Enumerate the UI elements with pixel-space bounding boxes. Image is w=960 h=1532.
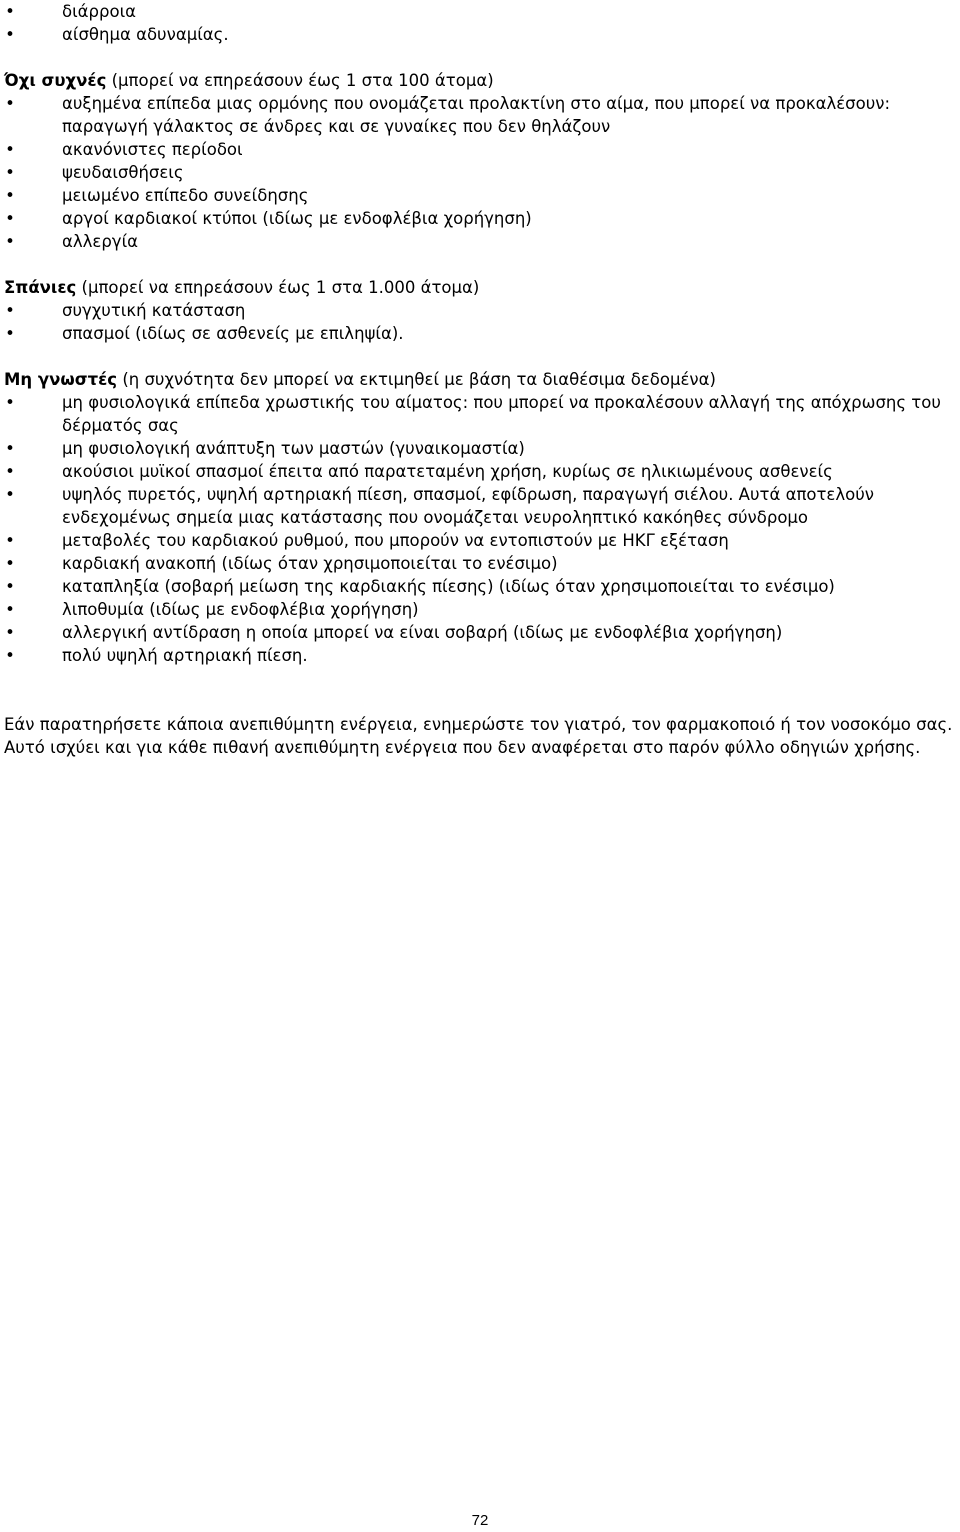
bullet-icon: • [5,393,15,412]
unknown-heading [0,368,960,391]
continued-list-section [0,0,960,46]
bullet-icon: • [5,163,15,182]
list-item-text: ακανόνιστες περίοδοι [62,140,243,159]
rare-list [0,299,960,345]
bullet-icon: • [5,600,15,619]
rare-heading [0,276,960,299]
list-item [0,575,960,598]
bullet-icon: • [5,186,15,205]
bullet-icon: • [5,462,15,481]
list-item [0,529,960,552]
page-number: 72 [471,1512,489,1529]
list-item [0,92,960,138]
list-item-text: αλλεργία [62,232,139,251]
list-item [0,0,960,23]
list-item [0,230,960,253]
bullet-icon: • [5,439,15,458]
list-item [0,460,960,483]
list-item [0,552,960,575]
list-item-text: ακούσιοι μυϊκοί σπασμοί έπειτα από παρατεταμένη χρήση, κυρίως σε ηλικιωμένους ασθενείς [62,462,833,481]
closing-paragraph: Εάν παρατηρήσετε κάποια ανεπιθύμητη ενέργεια, ενημερώστε τον γιατρό, τον φαρμακοποιό ή τον νοσοκόμο σας. Αυτό ισχύει και για κάθε πιθανή ανεπιθύμητη ενέργεια που δεν αναφέρεται στο παρόν φύλλο οδηγιών χρήσης. [4,715,953,757]
list-item [0,138,960,161]
continued-list [0,0,960,46]
uncommon-list [0,92,960,253]
unknown-frequency-section [0,368,960,667]
list-item-text: ψευδαισθήσεις [62,163,184,182]
rare-heading-bold: Σπάνιες [4,278,77,297]
list-item-text: καρδιακή ανακοπή (ιδίως όταν χρησιμοποιείται το ενέσιμο) [62,554,558,573]
list-item-text: πολύ υψηλή αρτηριακή πίεση. [62,646,308,665]
bullet-icon: • [5,25,15,44]
list-item [0,437,960,460]
uncommon-section [0,69,960,253]
list-item-text: μεταβολές του καρδιακού ρυθμού, που μπορούν να εντοπιστούν με ΗΚΓ εξέταση [62,531,729,550]
bullet-icon: • [5,623,15,642]
uncommon-heading-bold: Όχι συχνές [4,71,107,90]
bullet-icon: • [5,324,15,343]
list-item [0,23,960,46]
unknown-heading-bold: Μη γνωστές [4,370,118,389]
bullet-icon: • [5,2,15,21]
list-item-text: συγχυτική κατάσταση [62,301,246,320]
bullet-icon: • [5,140,15,159]
uncommon-heading [0,69,960,92]
bullet-icon: • [5,485,15,504]
bullet-icon: • [5,554,15,573]
list-item [0,207,960,230]
list-item-text: διάρροια [62,2,137,21]
bullet-icon: • [5,209,15,228]
list-item-text: καταπληξία (σοβαρή μείωση της καρδιακής πίεσης) (ιδίως όταν χρησιμοποιείται το ενέσιμο) [62,577,835,596]
uncommon-heading-rest: (μπορεί να επηρεάσουν έως 1 στα 100 άτομα) [106,71,494,90]
list-item [0,621,960,644]
list-item-text: σπασμοί (ιδίως σε ασθενείς με επιληψία). [62,324,404,343]
list-item [0,483,960,529]
list-item-text: αργοί καρδιακοί κτύποι (ιδίως με ενδοφλέβια χορήγηση) [62,209,532,228]
bullet-icon: • [5,301,15,320]
list-item-text: υψηλός πυρετός, υψηλή αρτηριακή πίεση, σπασμοί, εφίδρωση, παραγωγή σιέλου. Αυτά αποτελούν ενδεχομένως σημεία μιας κατάστασης που ονομάζεται νευροληπτικό κακόηθες σύνδρομο [62,485,874,527]
bullet-icon: • [5,94,15,113]
list-item-text: μη φυσιολογική ανάπτυξη των μαστών (γυναικομαστία) [62,439,525,458]
rare-section [0,276,960,345]
list-item-text: μη φυσιολογικά επίπεδα χρωστικής του αίματος: που μπορεί να προκαλέσουν αλλαγή της απόχρωσης του δέρματός σας [62,393,941,435]
list-item [0,161,960,184]
list-item [0,299,960,322]
rare-heading-rest: (μπορεί να επηρεάσουν έως 1 στα 1.000 άτομα) [76,278,480,297]
unknown-list [0,391,960,667]
list-item-text: μειωμένο επίπεδο συνείδησης [62,186,309,205]
bullet-icon: • [5,531,15,550]
unknown-heading-rest: (η συχνότητα δεν μπορεί να εκτιμηθεί με βάση τα διαθέσιμα δεδομένα) [117,370,716,389]
bullet-icon: • [5,646,15,665]
list-item [0,644,960,667]
list-item [0,391,960,437]
list-item-text: αυξημένα επίπεδα μιας ορμόνης που ονομάζεται προλακτίνη στο αίμα, που μπορεί να προκαλέσουν: παραγωγή γάλακτος σε άνδρες και σε γυναίκες που δεν θηλάζουν [62,94,891,136]
list-item-text: αίσθημα αδυναμίας. [62,25,229,44]
list-item [0,322,960,345]
list-item [0,598,960,621]
list-item-text: λιποθυμία (ιδίως με ενδοφλέβια χορήγηση) [62,600,419,619]
list-item [0,184,960,207]
list-item-text: αλλεργική αντίδραση η οποία μπορεί να είναι σοβαρή (ιδίως με ενδοφλέβια χορήγηση) [62,623,783,642]
bullet-icon: • [5,232,15,251]
bullet-icon: • [5,577,15,596]
